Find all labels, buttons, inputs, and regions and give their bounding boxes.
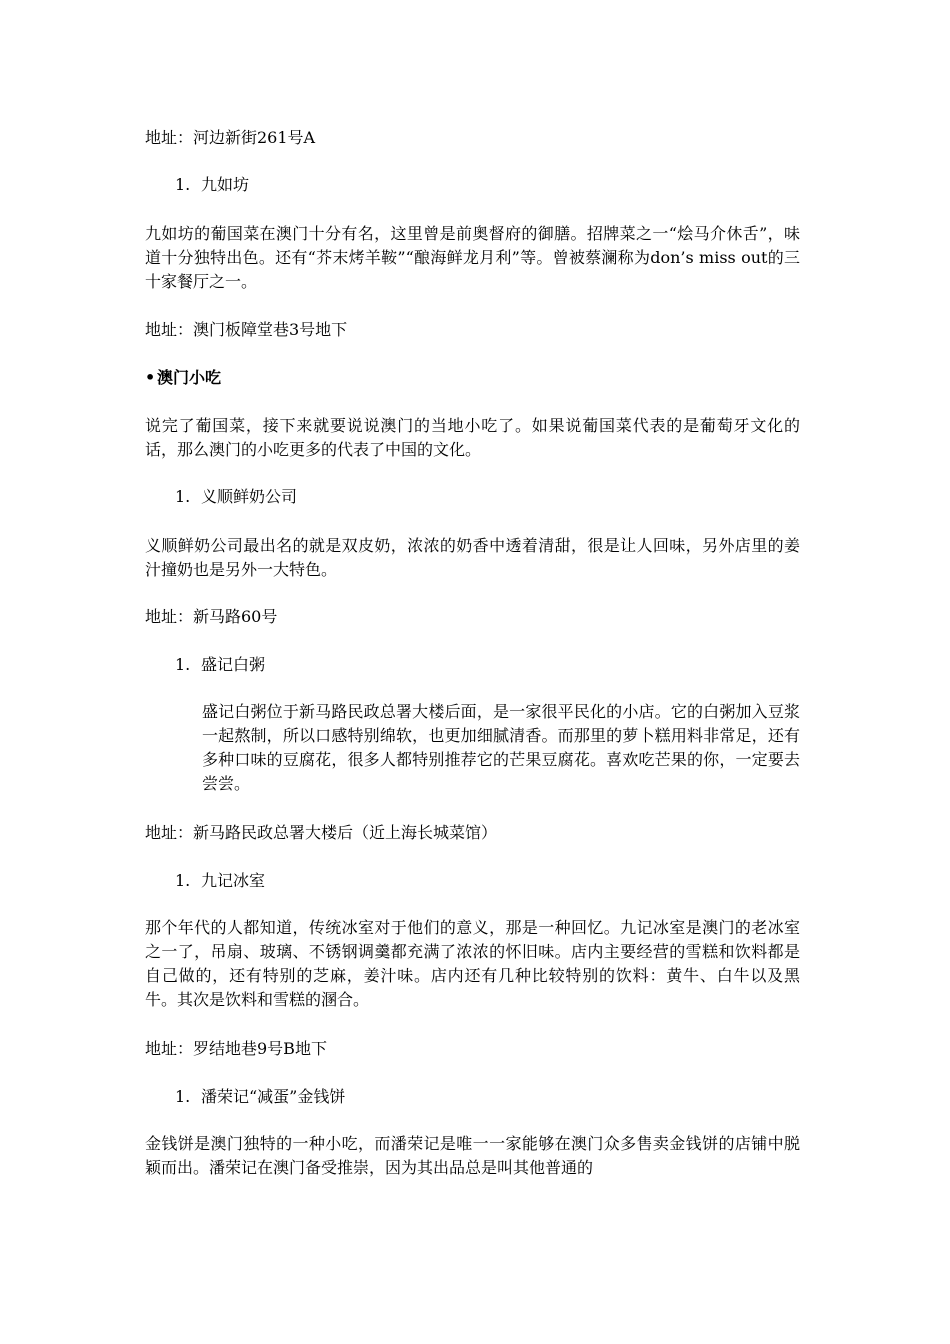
paragraph-jiurufang: 九如坊的葡国菜在澳门十分有名，这里曾是前奥督府的御膳。招牌菜之一“烩马介休舌”，味道十分独特出色。还有“芥末烤羊鞍”“酿海鲜龙月利”等。曾被蔡澜称为don’s miss out的三十家餐厅之一。 [145, 224, 800, 291]
list-item-title: 九如坊 [201, 175, 250, 194]
list-item-shengji [145, 653, 830, 677]
list-number: 1. [175, 487, 191, 506]
paragraph-panrongji: 金钱饼是澳门独特的一种小吃，而潘荣记是唯一一家能够在澳门众多售卖金钱饼的店铺中脱颖而出。潘荣记在澳门备受推崇，因为其出品总是叫其他普通的 [145, 1134, 800, 1177]
list-number: 1. [175, 871, 191, 890]
bullet-icon: • [145, 368, 156, 387]
list-item-title: 九记冰室 [201, 871, 266, 890]
list-item-title: 潘荣记“减蛋”金钱饼 [201, 1087, 346, 1106]
list-item-jiurufang [145, 173, 830, 197]
list-item-panrongji [145, 1085, 830, 1109]
list-item-title: 盛记白粥 [201, 655, 266, 674]
list-number: 1. [175, 655, 191, 674]
heading-title: 澳门小吃 [157, 368, 222, 387]
list-item-yishun [145, 485, 830, 509]
paragraph-snacks-intro: 说完了葡国菜，接下来就要说说澳门的当地小吃了。如果说葡国菜代表的是葡萄牙文化的话，那么澳门的小吃更多的代表了中国的文化。 [145, 416, 800, 459]
address-line: 地址：河边新街261号A [145, 128, 316, 147]
section-heading-snacks [145, 366, 800, 390]
list-item-title: 义顺鲜奶公司 [201, 487, 298, 506]
paragraph-shengji: 盛记白粥位于新马路民政总署大楼后面，是一家很平民化的小店。它的白粥加入豆浆一起熬制，所以口感特别绵软，也更加细腻清香。而那里的萝卜糕用料非常足，还有多种口味的豆腐花，很多人都特别推荐它的芒果豆腐花。喜欢吃芒果的你，一定要去尝尝。 [202, 702, 800, 793]
list-number: 1. [175, 1087, 191, 1106]
address-line: 地址：罗结地巷9号B地下 [145, 1039, 327, 1058]
address-line: 地址：澳门板障堂巷3号地下 [145, 320, 348, 339]
paragraph-yishun: 义顺鲜奶公司最出名的就是双皮奶，浓浓的奶香中透着清甜，很是让人回味，另外店里的姜汁撞奶也是另外一大特色。 [145, 536, 800, 579]
paragraph-jiuji: 那个年代的人都知道，传统冰室对于他们的意义，那是一种回忆。九记冰室是澳门的老冰室之一了，吊扇、玻璃、不锈钢调羹都充满了浓浓的怀旧味。店内主要经营的雪糕和饮料都是自己做的，还有特别的芝麻，姜汁味。店内还有几种比较特别的饮料：黄牛、白牛以及黑牛。其次是饮料和雪糕的溷合。 [145, 918, 800, 1009]
address-line: 地址：新马路60号 [145, 607, 278, 626]
list-number: 1. [175, 175, 191, 194]
list-item-jiuji [145, 869, 830, 893]
address-line: 地址：新马路民政总署大楼后（近上海长城菜馆） [145, 823, 498, 842]
